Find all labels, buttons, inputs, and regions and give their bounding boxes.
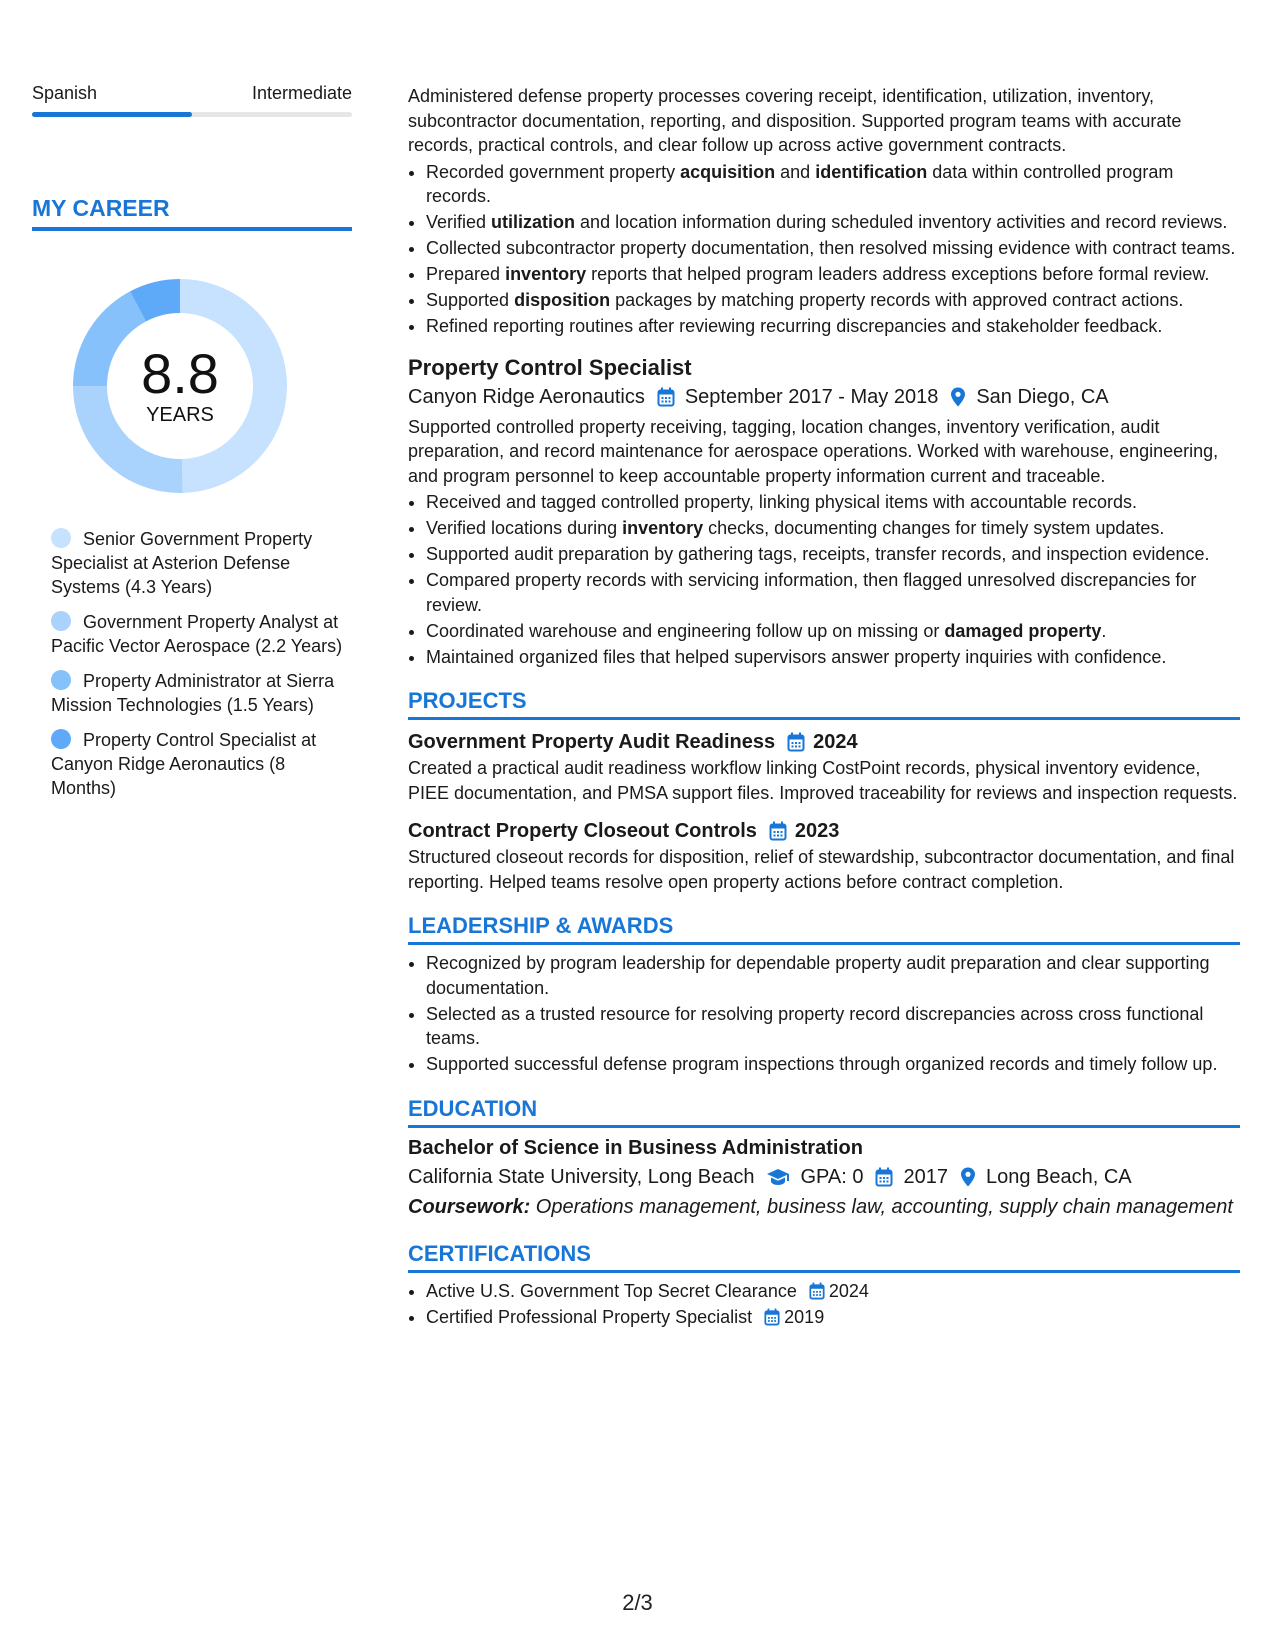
coursework-text: Operations management, business law, accounting, supply chain management [530,1195,1233,1218]
legend-dot-icon [51,528,71,548]
calendar-icon [875,1167,893,1187]
graduation-cap-icon [766,1168,790,1186]
career-legend-item [51,610,352,658]
main-content [408,84,1240,1331]
language-proficiency-bar [32,112,352,117]
graduation-year: 2017 [903,1165,948,1188]
career-legend-label: Property Administrator at Sierra Mission Technologies (1.5 Years) [51,671,335,715]
calendar-icon [787,732,805,752]
location-pin-icon [960,1167,976,1187]
leadership-heading: LEADERSHIP & AWARDS [408,912,1240,945]
career-total-years: 8.8 [141,342,219,405]
project-description: Structured closeout records for disposition, relief of stewardship, subcontractor documentation, and final reporting. Helped teams resolve open property actions before contract completion. [408,847,1235,892]
location-pin-icon [950,387,966,407]
legend-dot-icon [51,729,71,749]
bullet-item: • Maintained organized files that helped supervisors answer property inquiries with confidence. [426,645,1240,670]
career-total-unit: YEARS [146,404,214,426]
certification-item [426,1305,1240,1330]
prev-job-summary: Administered defense property processes covering receipt, identification, utilization, inventory, subcontractor documentation, reporting, and disposition. Supported program teams with accurate records, practical controls, and clear follow up across active government contracts. [408,86,1182,155]
bullet-item: • Coordinated warehouse and engineering follow up on missing or damaged property. [426,619,1240,644]
gpa: GPA: 0 [800,1165,864,1188]
bullet-item: • Selected as a trusted resource for resolving property record discrepancies across cross functional teams. [426,1002,1240,1051]
bullet-item: • Supported disposition packages by matching property records with approved contract actions. [426,288,1240,313]
legend-dot-icon [51,670,71,690]
language-name: Spanish [32,83,98,103]
calendar-icon [769,821,787,841]
projects-heading: PROJECTS [408,687,1240,720]
project-title-row [408,728,1240,756]
certification-name: • Certified Professional Property Specialist [426,1306,753,1327]
school-location: Long Beach, CA [985,1165,1132,1188]
project-title: Government Property Audit Readiness [408,731,776,753]
bullet-item: • Received and tagged controlled property, linking physical items with accountable records. [426,490,1240,515]
career-donut-center [67,273,293,499]
job-location: San Diego, CA [976,385,1109,408]
certifications-list [408,1279,1240,1330]
language-level: Intermediate [251,83,352,103]
school-name: California State University, Long Beach [408,1165,755,1188]
bullet-item: • Supported audit preparation by gathering tags, receipts, transfer records, and inspection evidence. [426,542,1240,567]
career-legend-item [51,527,352,599]
calendar-icon [764,1308,780,1326]
job-title: Property Control Specialist [408,354,692,380]
career-legend-label: Property Control Specialist at Canyon Ridge Aeronautics (8 Months) [51,730,317,798]
project-title: Contract Property Closeout Controls [408,820,757,842]
project-year: 2024 [813,731,858,753]
career-heading: MY CAREER [32,193,352,231]
project-title-row [408,817,1240,845]
certifications-heading: CERTIFICATIONS [408,1240,1240,1273]
language-proficiency-fill [32,112,192,117]
education-meta [408,1162,1240,1192]
certification-year: 2019 [784,1306,825,1327]
certification-year: 2024 [828,1280,869,1301]
job-bullets [408,490,1240,669]
bullet-item: • Refined reporting routines after reviewing recurring discrepancies and stakeholder feedback. [426,314,1240,339]
sidebar [32,80,352,811]
page-number: 2/3 [622,1590,653,1615]
career-legend-label: Government Property Analyst at Pacific Vector Aerospace (2.2 Years) [51,612,343,656]
certification-name: • Active U.S. Government Top Secret Clearance [426,1280,797,1301]
calendar-icon [809,1282,825,1300]
career-legend [32,527,352,800]
certification-item [426,1279,1240,1304]
job-summary: Supported controlled property receiving, tagging, location changes, inventory verification, audit preparation, and record maintenance for aerospace operations. Worked with warehouse, engineering, and program personnel to keep accountable property information current and traceable. [408,416,1219,486]
coursework-label: Coursework: [408,1195,531,1218]
job-company: Canyon Ridge Aeronautics [408,385,645,408]
bullet-item: • Recorded government property acquisition and identification data within controlled program records. [426,160,1240,209]
bullet-item: • Verified locations during inventory checks, documenting changes for timely system updates. [426,516,1240,541]
career-donut-chart [67,273,293,499]
project-year: 2023 [794,820,840,842]
project-description: Created a practical audit readiness workflow linking CostPoint records, physical inventory evidence, PIEE documentation, and PMSA support files. Improved traceability for reviews and inspection requests. [408,758,1238,803]
bullet-item: • Collected subcontractor property documentation, then resolved missing evidence with contract teams. [426,236,1240,261]
prev-job-bullets [408,160,1240,339]
bullet-item: • Recognized by program leadership for dependable property audit preparation and clear supporting documentation. [426,951,1240,1000]
career-legend-label: Senior Government Property Specialist at Asterion Defense Systems (4.3 Years) [51,529,313,597]
job-meta [408,383,1240,411]
leadership-bullets [408,951,1240,1077]
bullet-item: • Prepared inventory reports that helped program leaders address exceptions before formal review. [426,262,1240,287]
legend-dot-icon [51,611,71,631]
language-row [32,80,352,106]
degree-title: Bachelor of Science in Business Administration [408,1136,863,1159]
coursework [408,1192,1240,1222]
career-legend-item [51,728,352,800]
bullet-item: • Compared property records with servicing information, then flagged unresolved discrepancies for review. [426,568,1240,617]
education-heading: EDUCATION [408,1095,1240,1128]
job-dates: September 2017 - May 2018 [684,385,939,408]
calendar-icon [657,387,675,407]
bullet-item: • Supported successful defense program inspections through organized records and timely follow up. [426,1052,1240,1077]
career-legend-item [51,669,352,717]
bullet-item: • Verified utilization and location information during scheduled inventory activities and record reviews. [426,210,1240,235]
